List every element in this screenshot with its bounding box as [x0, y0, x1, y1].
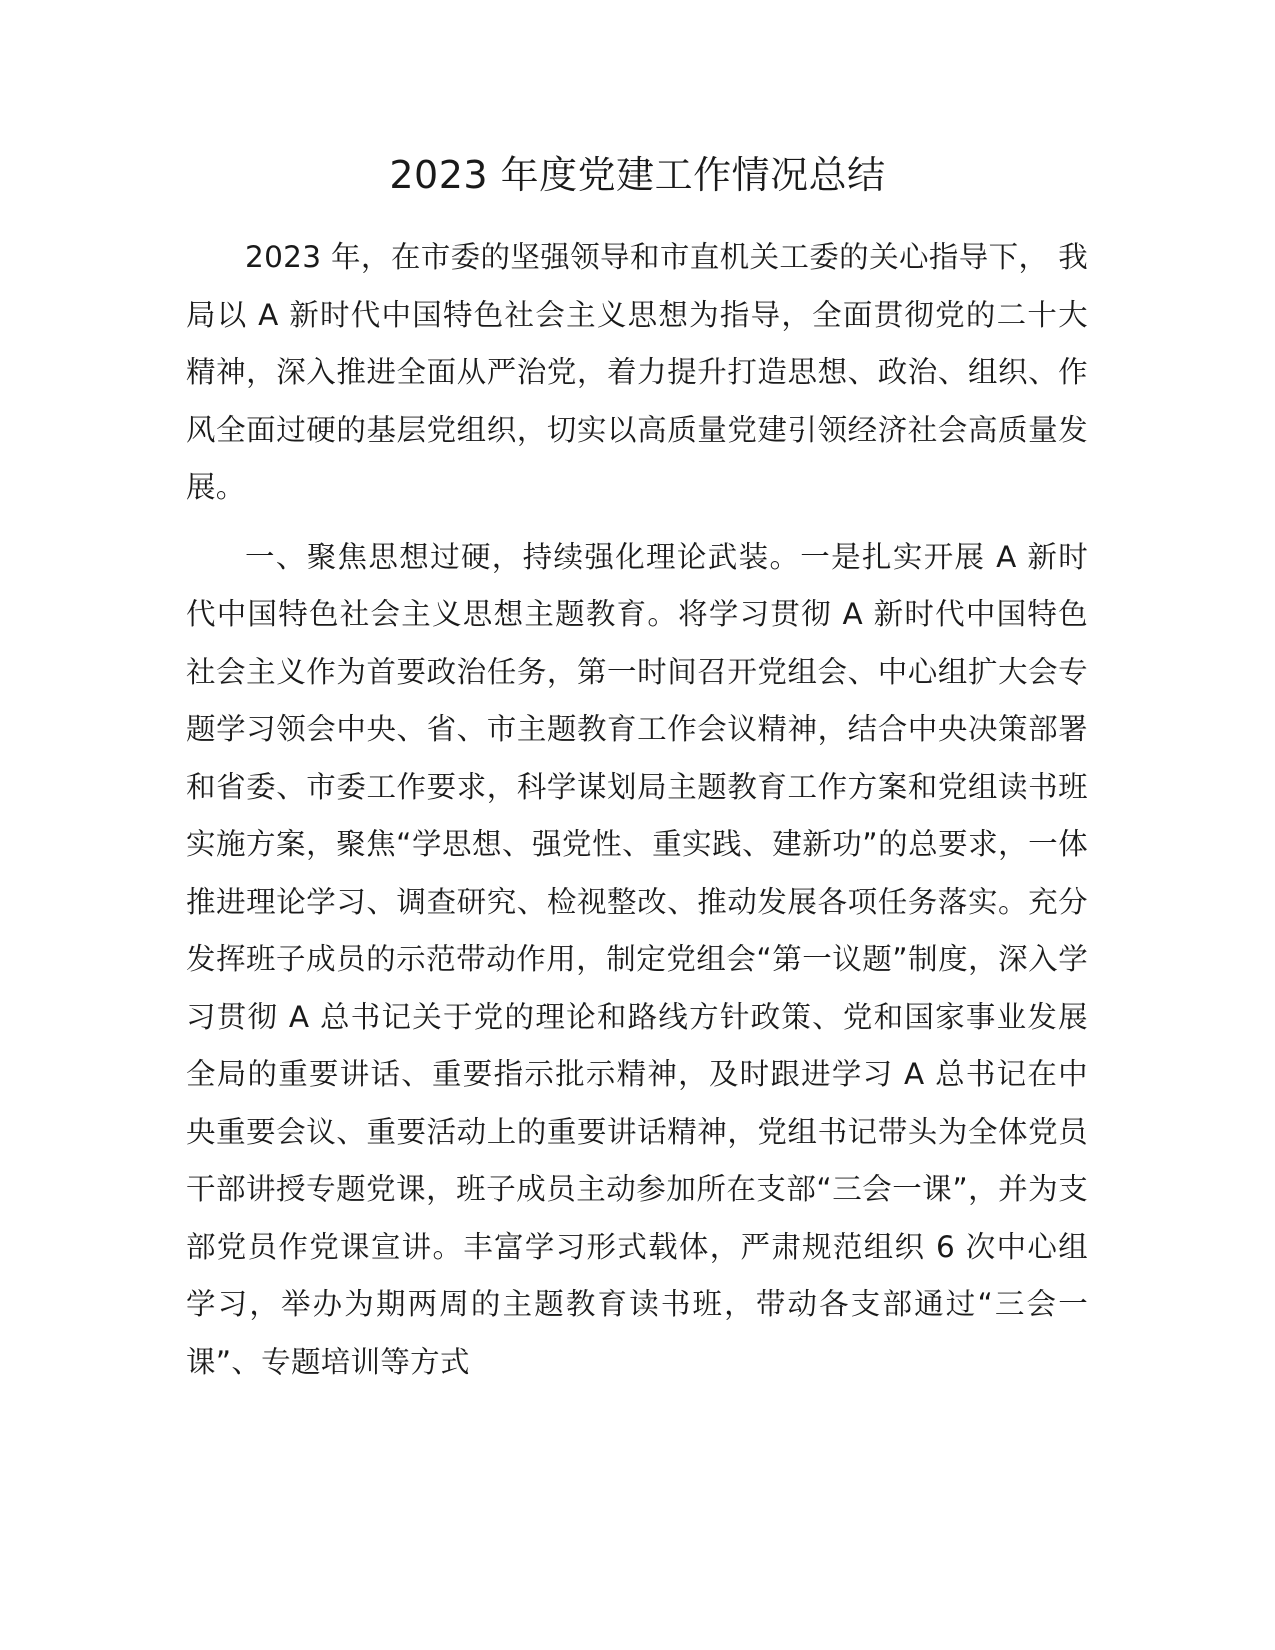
document-body [186, 229, 1088, 1391]
paragraph-section-one: 一、聚焦思想过硬，持续强化理论武装。一是扎实开展 A 新时代中国特色社会主义思想主题教育。将学习贯彻 A 新时代中国特色社会主义作为首要政治任务，第一时间召开党组会、中心组扩大会专题学习领会中央、省、市主题教育工作会议精神，结合中央决策部署和省委、市委工作要求，科学谋划局主题教育工作方案和党组读书班实施方案，聚焦“学思想、强党性、重实践、建新功”的总要求，一体推进理论学习、调查研究、检视整改、推动发展各项任务落实。充分发挥班子成员的示范带动作用，制定党组会“第一议题”制度，深入学习贯彻 A 总书记关于党的理论和路线方针政策、党和国家事业发展全局的重要讲话、重要指示批示精神，及时跟进学习 A 总书记在中央重要会议、重要活动上的重要讲话精神，党组书记带头为全体党员干部讲授专题党课，班子成员主动参加所在支部“三会一课”，并为支部党员作党课宣讲。丰富学习形式载体，严肃规范组织 6 次中心组学习，举办为期两周的主题教育读书班，带动各支部通过“三会一课”、专题培训等方式 [186, 539, 1088, 1379]
document-title: 2023 年度党建工作情况总结 [389, 153, 886, 197]
paragraph-intro: 2023 年，在市委的坚强领导和市直机关工委的关心指导下， 我局以 A 新时代中国特色社会主义思想为指导，全面贯彻党的二十大精神，深入推进全面从严治党，着力提升打造思想、政治、组织、作风全面过硬的基层党组织，切实以高质量党建引领经济社会高质量发展。 [186, 240, 1088, 504]
